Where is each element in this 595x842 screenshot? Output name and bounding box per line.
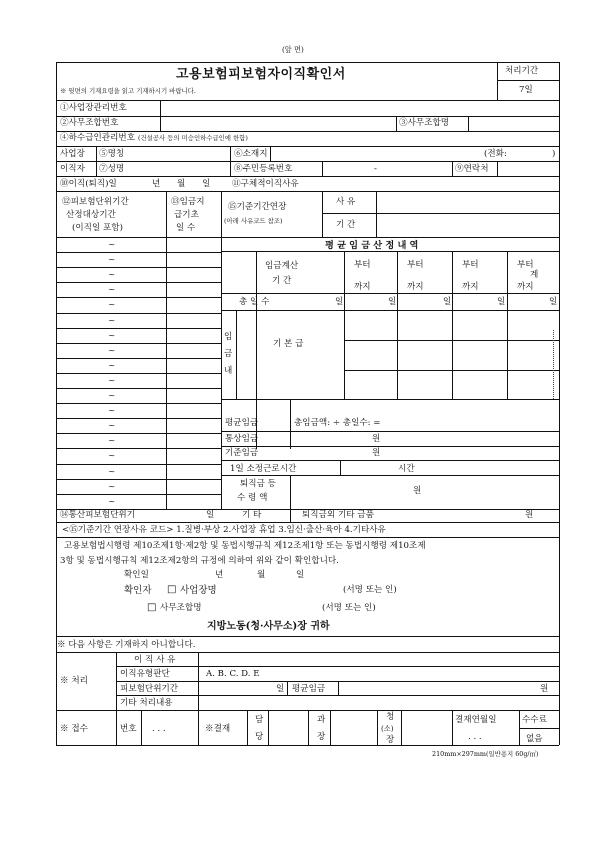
union-name-label: ③사무조합명 (399, 118, 450, 128)
union-checkbox[interactable]: □ (147, 602, 157, 613)
office-head-3: 장 (386, 735, 395, 745)
period-row-line (56, 358, 221, 359)
form-title: 고용보험피보험자이직확인서 (176, 67, 346, 82)
from-label-1: 부터 (354, 260, 371, 270)
employer-name-sign-label: 사업장명 (180, 585, 217, 596)
section-chief-2: 장 (317, 732, 326, 742)
processing-type-label: 이직유형판단 (120, 669, 170, 679)
wage-calc-sub: 기 간 (272, 276, 292, 286)
union-name-field[interactable] (470, 118, 557, 129)
period-row-tilde: ~ (108, 482, 116, 492)
extension-period-label: 기 간 (336, 220, 356, 230)
phone-close: ) (552, 149, 556, 159)
base-wage-label: 기 본 급 (273, 339, 304, 349)
period-row-tilde: ~ (108, 497, 116, 507)
fee-value: 없음 (526, 734, 543, 744)
approval-date-label: 결재연월일 (455, 715, 497, 725)
processing-insured-unit: 일 (276, 684, 285, 694)
from-label-2: 부터 (407, 260, 424, 270)
days-unit-1: 일 (335, 297, 344, 307)
severance-unit: 원 (413, 486, 422, 496)
period-row-tilde: ~ (108, 316, 116, 326)
legal-text-line-2: 3항 및 동법시행규칙 제12조제2항의 규정에 의하여 위와 같이 확인합니다. (60, 556, 339, 566)
approval-date-dots: . . . (468, 732, 482, 742)
period-row-line (56, 237, 221, 238)
fee-label: 수수료 (522, 715, 547, 725)
period-row-line (56, 433, 221, 434)
office-head-1: 청 (386, 712, 395, 722)
period-row-line (56, 282, 221, 283)
days-unit-3: 일 (443, 297, 452, 307)
insured-period-sub: 산정대상기간 (66, 210, 116, 220)
receipt-label: ※ 접수 (60, 724, 88, 734)
name-label: ⑦성명 (99, 164, 125, 174)
period-row-tilde: ~ (108, 421, 116, 431)
separation-reason-label: ⑪구체적이직사유 (232, 179, 299, 189)
processing-box-divider (497, 62, 498, 100)
rrn-label: ⑧주민등록번호 (234, 164, 293, 174)
separation-date-label: ⑩이직(퇴직)일 (60, 179, 117, 189)
address-label: ⑥소재지 (234, 149, 268, 159)
period-row-line (56, 418, 221, 419)
period-row-tilde: ~ (108, 270, 116, 280)
confirm-month: 월 (257, 570, 266, 580)
union-name-sign-label: 사무조합명 (160, 603, 202, 613)
wage-vertical-2: 금 (224, 349, 233, 359)
period-row-line (56, 388, 221, 389)
wage-vertical-1: 임 (224, 332, 233, 342)
days-unit-total: 일 (549, 297, 558, 307)
ordinary-wage-label: 통상임금 (225, 434, 259, 444)
period-row-tilde: ~ (108, 331, 116, 341)
processing-type-options: A. B. C. D. E (206, 669, 260, 679)
period-row-tilde: ~ (108, 436, 116, 446)
phone-label: (전화: (484, 149, 507, 159)
to-label-4: 까지 (517, 282, 534, 292)
page-side-note: (앞 면) (282, 45, 304, 54)
to-label-3: 까지 (462, 282, 479, 292)
paid-days-label: ⑬임금지 (171, 197, 205, 207)
employer-sign-note: (서명 또는 인) (343, 585, 397, 595)
wage-calc-label: 임금계산 (265, 261, 299, 271)
employer-label: 사업장 (60, 149, 85, 159)
form-right-border (559, 62, 560, 722)
processing-avg-wage-label: 평균임금 (292, 684, 326, 694)
period-row-tilde: ~ (108, 255, 116, 265)
processing-period-value: 7일 (519, 85, 533, 95)
period-row-line (56, 252, 221, 253)
period-row-line (56, 464, 221, 465)
extension-reason-label: 사 유 (336, 197, 356, 207)
union-no-label: ②사무조합번호 (60, 118, 119, 128)
instruction-note: ※ 뒷면의 기재요령을 읽고 기재하시기 바랍니다. (60, 87, 196, 95)
other-value-label: 퇴직금외 기타 금품 (302, 510, 374, 520)
paid-days-sub: 급기초 (174, 210, 199, 220)
separated-worker-label: 이직자 (60, 164, 85, 174)
period-row-tilde: ~ (108, 451, 116, 461)
period-row-tilde: ~ (108, 391, 116, 401)
addressee: 지방노동(청·사무소)장 귀하 (207, 621, 330, 632)
confirm-year: 년 (215, 570, 224, 580)
standard-wage-unit: 원 (372, 448, 381, 458)
daily-hours-unit: 시간 (398, 464, 415, 474)
extension-label: ⑮기준기간연장 (228, 202, 287, 212)
period-row-tilde: ~ (108, 240, 116, 250)
period-row-line (56, 313, 221, 314)
insured-period-note: (이직일 포함) (72, 223, 123, 233)
from-label-3: 부터 (462, 260, 479, 270)
period-row-line (56, 343, 221, 344)
to-label-1: 까지 (354, 282, 371, 292)
period-row-tilde: ~ (108, 300, 116, 310)
cumulative-insured-unit: 일 (206, 510, 215, 520)
confirm-day: 일 (296, 570, 305, 580)
contact-label: ⑨연락처 (455, 164, 489, 174)
days-unit-4: 일 (497, 297, 506, 307)
workplace-mgmt-no-field[interactable] (162, 102, 497, 114)
standard-wage-label: 기준임금 (225, 448, 259, 458)
wage-vertical-3: 내 (224, 366, 233, 376)
receipt-number-label: 번호 (120, 724, 137, 734)
form-top-border (56, 62, 559, 63)
from-label-4: 부터 (517, 260, 534, 270)
period-row-line (56, 267, 221, 268)
period-row-tilde: ~ (108, 376, 116, 386)
to-label-2: 까지 (407, 282, 424, 292)
subcontractor-no-note: (건설공사 등의 미승인하수급인에 한함) (138, 134, 248, 142)
union-sign-note: (서명 또는 인) (322, 603, 376, 613)
daily-hours-label: 1일 소정근로시간 (230, 464, 297, 474)
avg-wage-label: 평균임금 (225, 418, 259, 428)
processing-reason-label: 이 직 사 유 (134, 655, 176, 665)
period-row-tilde: ~ (108, 285, 116, 295)
days-unit-2: 일 (388, 297, 397, 307)
other-label: 기 타 (242, 510, 262, 520)
period-row-line (56, 297, 221, 298)
period-row-line (56, 403, 221, 404)
confirm-date-label: 확인일 (124, 570, 149, 580)
severance-sub: 수 령 액 (237, 493, 268, 503)
period-row-tilde: ~ (108, 406, 116, 416)
cumulative-insured-label: ⑭통산피보험단위기 (60, 510, 136, 520)
processing-insured-label: 피보험단위기간 (120, 684, 179, 694)
do-not-fill-note: ※ 다음 사항은 기재하지 아니합니다. (57, 640, 196, 650)
section-chief-1: 과 (317, 715, 326, 725)
legal-text-line-1: 고용보험법시행령 제10조제1항·제2항 및 동법시행규칙 제12조제1항 또는 동법시행령 제10조제 (64, 541, 426, 551)
period-row-line (56, 479, 221, 480)
total-label: 계 (530, 270, 539, 280)
employer-checkbox[interactable]: □ (167, 584, 177, 595)
period-row-line (56, 373, 221, 374)
processing-other-label: 기타 처리내용 (120, 698, 173, 708)
period-row-line (56, 328, 221, 329)
period-row-tilde: ~ (108, 467, 116, 477)
insured-period-label: ⑫피보험단위기간 (62, 197, 129, 207)
avg-wage-section-title: 평 균 임 금 산 정 내 역 (325, 240, 419, 251)
receipt-number-dots: . . . (152, 724, 166, 734)
period-row-tilde: ~ (108, 361, 116, 371)
office-head-2: (소) (381, 724, 394, 733)
approval-label: ※결재 (205, 724, 231, 734)
processing-period-label: 처리기간 (505, 66, 539, 76)
avg-wage-formula: 총임금액: ÷ 총일수: = (294, 418, 381, 428)
confirmer-label: 확인자 (124, 585, 152, 596)
rrn-dash: - (374, 164, 377, 174)
union-no-field[interactable] (162, 118, 394, 129)
extension-note: (아래 사유코드 참조) (224, 217, 283, 225)
employer-name-label: ⑤명칭 (99, 149, 125, 159)
in-charge-1: 담 (255, 715, 264, 725)
period-row-line (56, 494, 221, 495)
extension-code-list: <⑮기준기간 연장사유 코드> 1.질병·부상 2.사업장 휴업 3.임신·출산·육아 4.기타사유 (62, 525, 386, 535)
paper-size-footer: 210mm×297mm(일반용지 60g/㎡) (432, 750, 539, 758)
paid-days-unit: 일 수 (176, 223, 196, 233)
period-row-line (56, 448, 221, 449)
in-charge-2: 당 (255, 732, 264, 742)
separation-date-value: 년 월 일 (152, 179, 211, 189)
total-days-label: 총 일 수 (239, 297, 270, 307)
processing-section-label: ※ 처리 (60, 676, 88, 686)
other-won: 원 (525, 510, 534, 520)
workplace-mgmt-no-label: ①사업장관리번호 (60, 103, 127, 113)
processing-avg-wage-unit: 원 (540, 684, 549, 694)
ordinary-wage-unit: 원 (372, 434, 381, 444)
subcontractor-no-label: ④하수급인관리번호 (60, 133, 136, 143)
severance-label: 퇴직금 등 (240, 479, 276, 489)
period-row-tilde: ~ (108, 346, 116, 356)
